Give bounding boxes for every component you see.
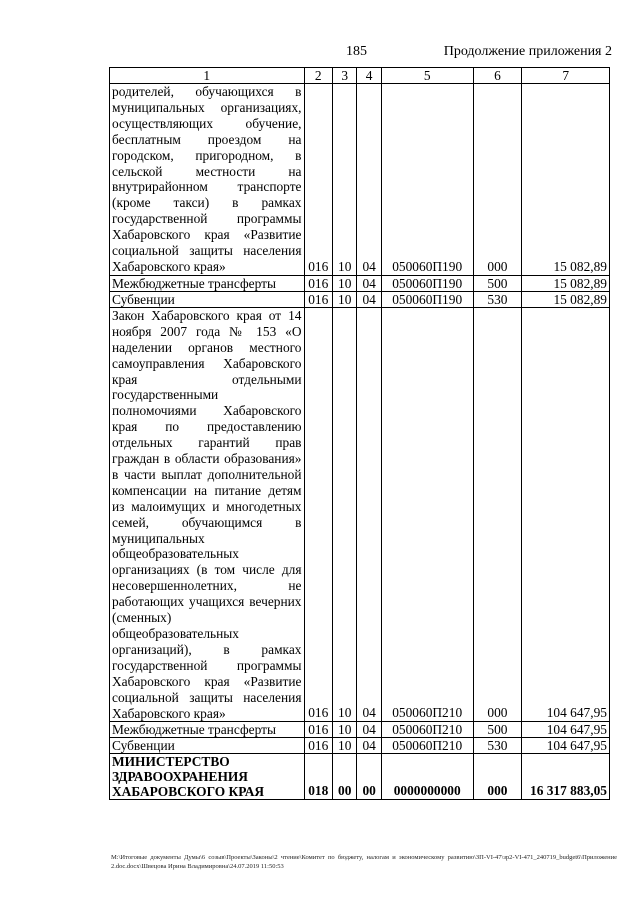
table-row bbox=[110, 722, 610, 738]
row-gr: 016 bbox=[304, 84, 333, 276]
budget-table bbox=[109, 67, 610, 800]
row-rz: 10 bbox=[333, 722, 357, 738]
column-header: 3 bbox=[333, 68, 357, 84]
column-header: 7 bbox=[522, 68, 610, 84]
row-name: Межбюджетные трансферты bbox=[110, 722, 305, 738]
row-name: Закон Хабаровского края от 14 ноября 2007 года № 153 «О наделении органов местного самоуправления Хабаровского края отдельными государственными полномочиями Хабаровского края по предоставлению отдельных гарантий прав граждан в области образования» в части выплат дополнительной компенсации на питание детям из малоимущих и многодетных семей, обучающимся в муниципальных общеобразовательных организациях (в том числе для несовершеннолетних, не работающих учащихся вечерних (сменных) общеобразовательных организаций), в рамках государственной программы Хабаровского края «Развитие социальной защиты населения Хабаровского края» bbox=[110, 307, 305, 722]
ministry-total-row bbox=[110, 754, 610, 800]
row-vr: 000 bbox=[473, 754, 522, 800]
row-name: Межбюджетные трансферты bbox=[110, 275, 305, 291]
table-row bbox=[110, 291, 610, 307]
row-pr: 04 bbox=[357, 738, 381, 754]
row-sum: 104 647,95 bbox=[522, 738, 610, 754]
row-rz: 10 bbox=[333, 275, 357, 291]
row-pr: 04 bbox=[357, 84, 381, 276]
row-sum: 15 082,89 bbox=[522, 291, 610, 307]
row-gr: 016 bbox=[304, 738, 333, 754]
row-vr: 000 bbox=[473, 84, 522, 276]
row-vr: 000 bbox=[473, 307, 522, 722]
row-pr: 04 bbox=[357, 307, 381, 722]
row-sum: 104 647,95 bbox=[522, 722, 610, 738]
row-gr: 018 bbox=[304, 754, 333, 800]
row-name: родителей, обучающихся в муниципальных организациях, осуществляющих обучение, бесплатным проездом на городском, пригородном, в сельской местности на внутрирайонном транспорте (кроме такси) в рамках государственной программы Хабаровского края «Развитие социальной защиты населения Хабаровского края» bbox=[110, 84, 305, 276]
column-header: 4 bbox=[357, 68, 381, 84]
row-rz: 10 bbox=[333, 307, 357, 722]
table-row bbox=[110, 275, 610, 291]
row-csr: 050060П210 bbox=[381, 722, 473, 738]
row-sum: 15 082,89 bbox=[522, 84, 610, 276]
row-csr: 050060П190 bbox=[381, 291, 473, 307]
column-number-row bbox=[110, 68, 610, 84]
file-path-footer: М:\Итоговые документы Думы\6 созыв\Проекты\Законы\2 чтение\Комитет по бюджету, налогам и экономическому развитию\ЗП-VI-47\зр2-VI-471_240719_budget6\Приложение 2.doc.docx\Швецова Ирина Владимировна\24.07.2019 11:50:53 bbox=[111, 854, 617, 870]
column-header: 1 bbox=[110, 68, 305, 84]
row-gr: 016 bbox=[304, 307, 333, 722]
row-csr: 0000000000 bbox=[381, 754, 473, 800]
row-vr: 530 bbox=[473, 291, 522, 307]
row-gr: 016 bbox=[304, 291, 333, 307]
row-pr: 04 bbox=[357, 722, 381, 738]
row-csr: 050060П190 bbox=[381, 275, 473, 291]
row-csr: 050060П210 bbox=[381, 307, 473, 722]
row-vr: 500 bbox=[473, 275, 522, 291]
row-gr: 016 bbox=[304, 275, 333, 291]
table-row bbox=[110, 84, 610, 276]
column-header: 2 bbox=[304, 68, 333, 84]
row-name: Субвенции bbox=[110, 291, 305, 307]
column-header: 6 bbox=[473, 68, 522, 84]
row-sum: 16 317 883,05 bbox=[522, 754, 610, 800]
appendix-continuation-note: Продолжение приложения 2 bbox=[443, 44, 612, 59]
row-rz: 10 bbox=[333, 84, 357, 276]
table-row bbox=[110, 307, 610, 722]
row-vr: 530 bbox=[473, 738, 522, 754]
row-csr: 050060П210 bbox=[381, 738, 473, 754]
row-rz: 10 bbox=[333, 738, 357, 754]
row-gr: 016 bbox=[304, 722, 333, 738]
row-pr: 00 bbox=[357, 754, 381, 800]
row-rz: 10 bbox=[333, 291, 357, 307]
table-row bbox=[110, 738, 610, 754]
row-name: МИНИСТЕРСТВО ЗДРАВООХРАНЕНИЯ ХАБАРОВСКОГО КРАЯ bbox=[110, 754, 305, 800]
column-header: 5 bbox=[381, 68, 473, 84]
row-name: Субвенции bbox=[110, 738, 305, 754]
row-pr: 04 bbox=[357, 275, 381, 291]
row-rz: 00 bbox=[333, 754, 357, 800]
row-vr: 500 bbox=[473, 722, 522, 738]
row-sum: 15 082,89 bbox=[522, 275, 610, 291]
row-pr: 04 bbox=[357, 291, 381, 307]
page-number: 185 bbox=[346, 44, 367, 59]
row-sum: 104 647,95 bbox=[522, 307, 610, 722]
page-header bbox=[0, 44, 640, 64]
row-csr: 050060П190 bbox=[381, 84, 473, 276]
